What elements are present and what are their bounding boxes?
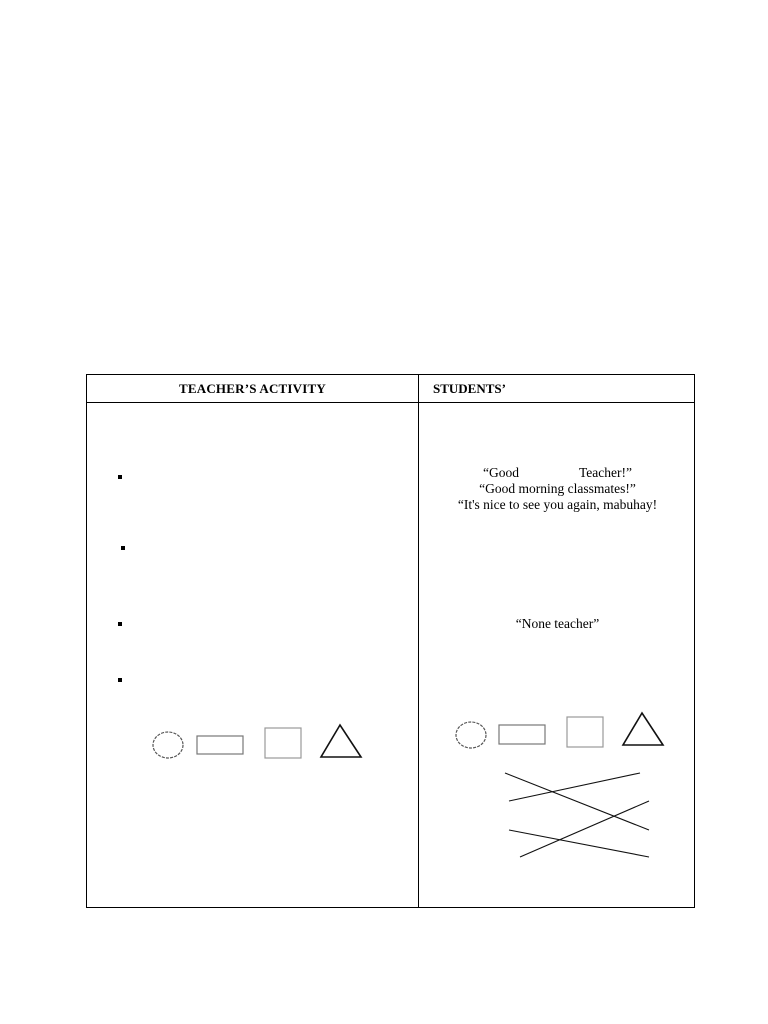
activity-table: [86, 374, 695, 908]
greeting-line-2: “Good morning classmates!”: [479, 481, 636, 496]
teacher-bullet-2: [121, 546, 125, 550]
teacher-bullet-4: [118, 678, 122, 682]
students-greeting-response: [419, 465, 696, 513]
teacher-bullet-3: [118, 622, 122, 626]
teacher-activity-header: TEACHER’S ACTIVITY: [179, 380, 326, 396]
greeting-line-1-part-a: “Good: [482, 465, 519, 480]
teacher-bullet-1: [118, 475, 122, 479]
greeting-line-3: “It's nice to see you again, mabuhay!: [457, 497, 658, 512]
matching-lines: [497, 770, 657, 860]
column-divider: [418, 375, 419, 907]
triangle-shape: [321, 725, 361, 757]
greeting-line-1: [419, 465, 696, 481]
students-none-response: “None teacher”: [515, 616, 600, 631]
square-shape: [265, 728, 301, 758]
rectangle-shape: [499, 725, 545, 744]
match-line-2: [509, 773, 640, 801]
header-divider: [87, 402, 694, 403]
match-line-4: [520, 801, 649, 857]
circle-shape: [153, 732, 183, 758]
teacher-shapes-row: [147, 721, 367, 763]
greeting-line-1-part-b: Teacher!”: [578, 465, 632, 480]
triangle-shape: [623, 713, 663, 745]
square-shape: [567, 717, 603, 747]
students-header: STUDENTS’: [433, 380, 506, 396]
circle-shape: [456, 722, 486, 748]
match-line-1: [505, 773, 649, 830]
rectangle-shape: [197, 736, 243, 754]
student-shapes-row: [449, 711, 679, 753]
